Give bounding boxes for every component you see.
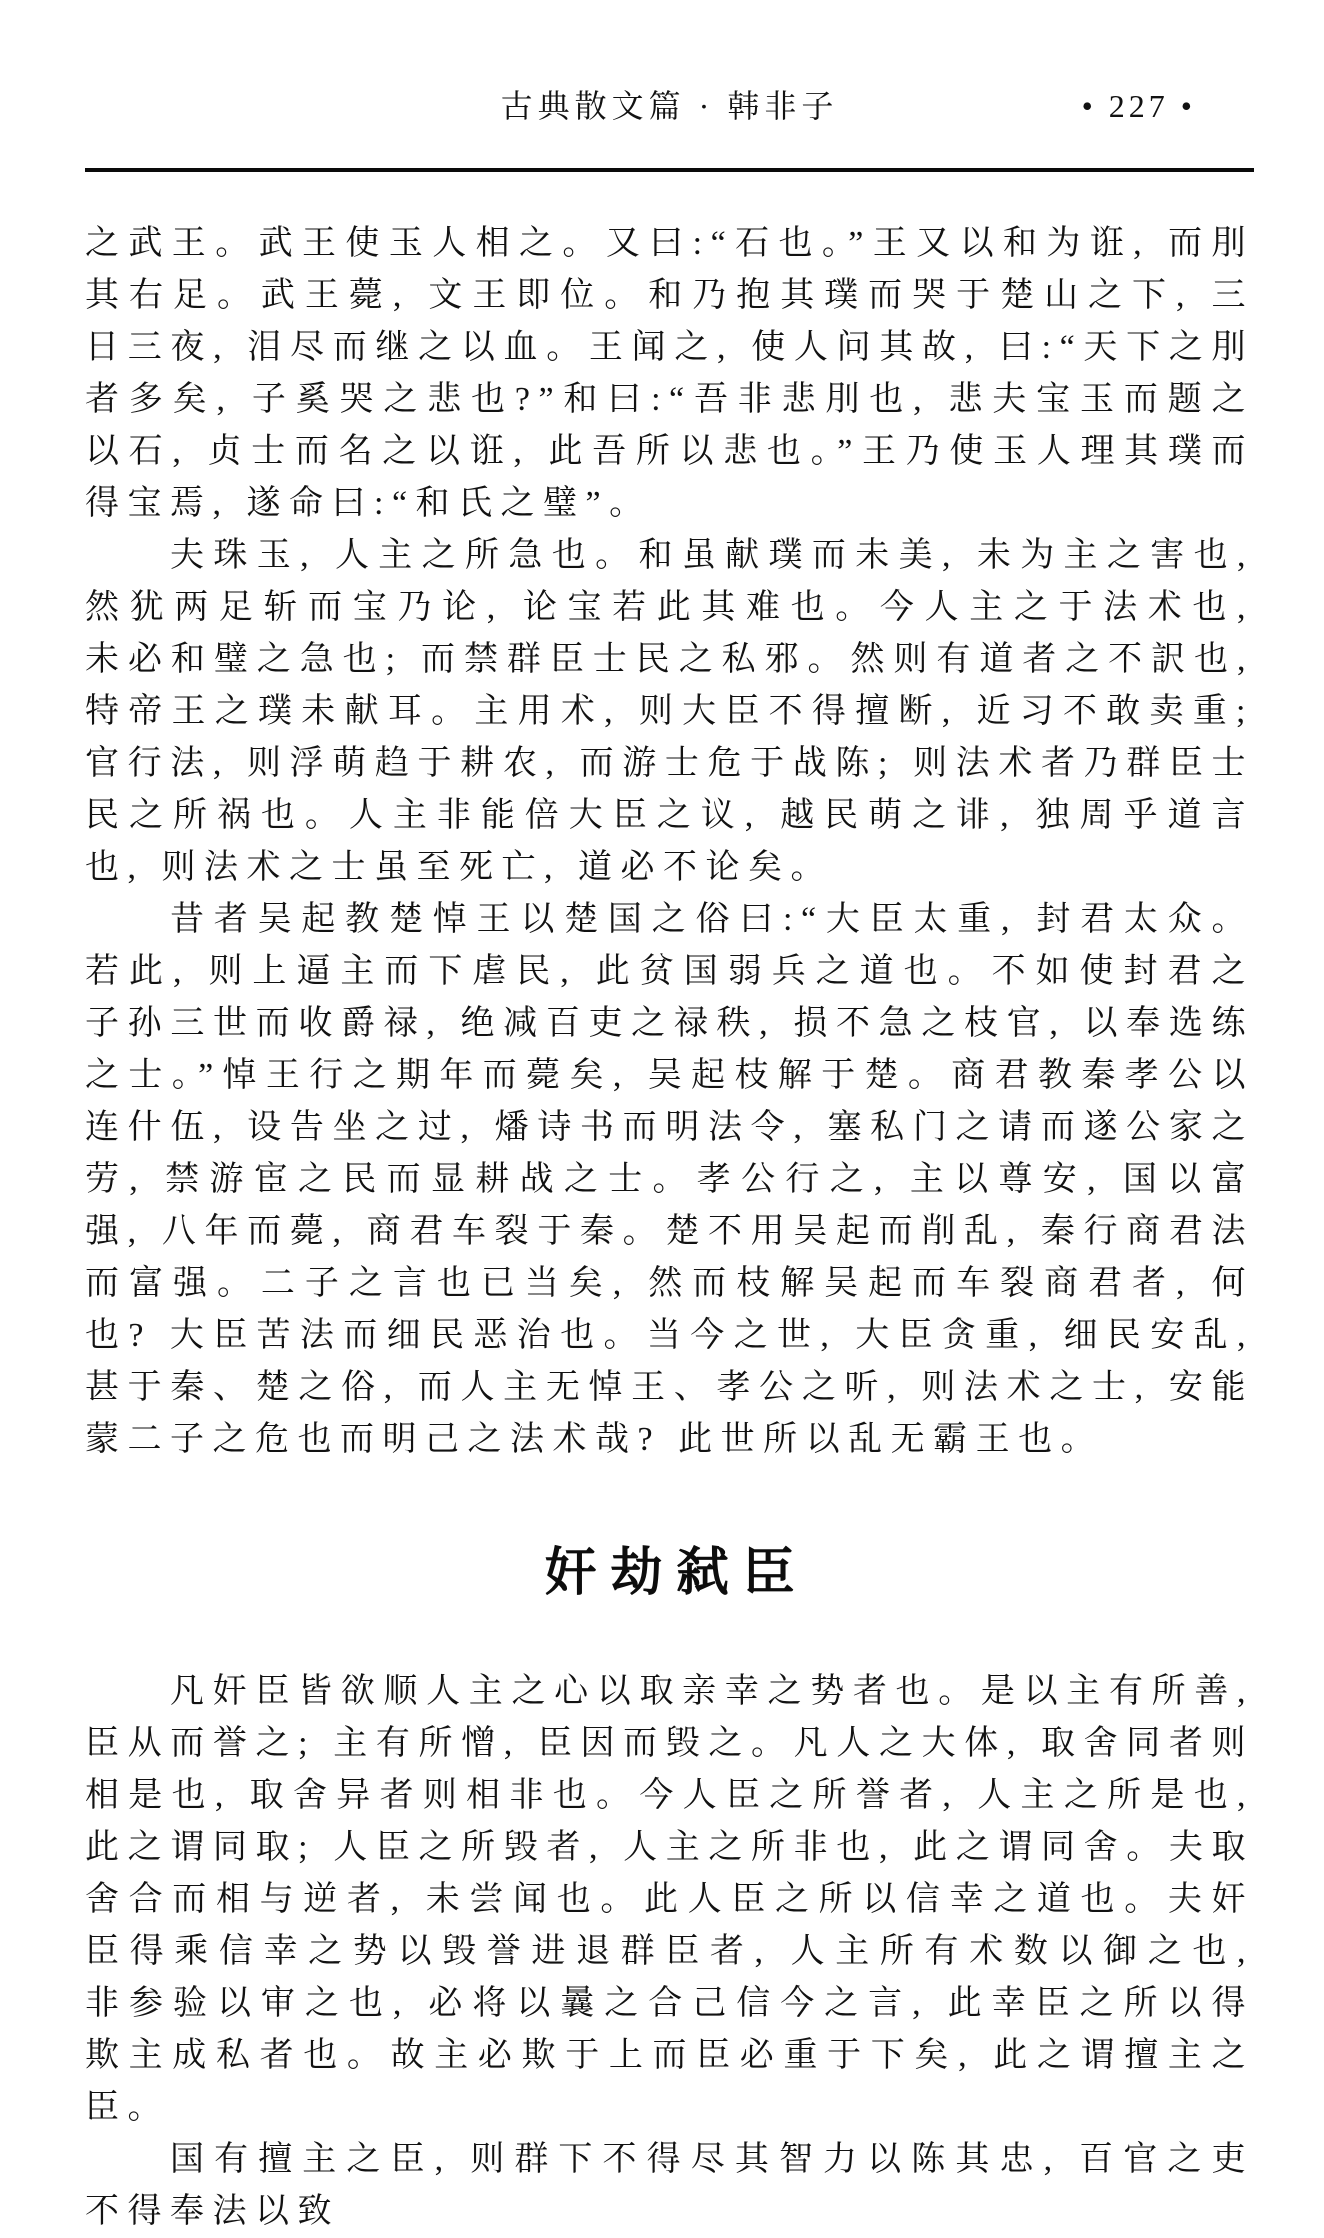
running-head: 古典散文篇 · 韩非子: [500, 88, 839, 124]
section-title: 奸劫弑臣: [544, 1543, 809, 1603]
paragraph: 昔者吴起教楚悼王以楚国之俗曰:“大臣太重, 封君太众。若此, 则上逼主而下虐民, 此贫国弱兵之道也。不如使封君之子孙三世而收爵禄, 绝减百吏之禄秩, 损不急之枝官, 以奉选练之士。”悼王行之期年而薨矣, 吴起枝解于楚。商君教秦孝公以连什伍, 设告坐之过, 燔诗书而明法令, 塞私门之请而遂公家之劳, 禁游宦之民而显耕战之士。孝公行之, 主以尊安, 国以富强, 八年而薨, 商君车裂于秦。楚不用吴起而削乱, 秦行商君法而富强。二子之言也已当矣, 然而枝解吴起而车裂商君者, 何也? 大臣苦法而细民恶治也。当今之世, 大臣贪重, 细民安乱, 甚于秦、楚之俗, 而人主无悼王、孝公之听, 则法术之士, 安能蒙二子之危也而明己之法术哉? 此世所以乱无霸王也。: [85, 901, 1254, 1458]
paragraph-continuation: 之武王。武王使玉人相之。又曰:“石也。”王又以和为诳, 而刖其右足。武王薨, 文王即位。和乃抱其璞而哭于楚山之下, 三日三夜, 泪尽而继之以血。王闻之, 使人问其故, 曰:“天下之刖者多矣, 子奚哭之悲也?”和曰:“吾非悲刖也, 悲夫宝玉而题之以石, 贞士而名之以诳, 此吾所以悲也。”王乃使玉人理其璞而得宝焉, 遂命曰:“和氏之璧”。: [85, 225, 1254, 522]
page-number: • 227 •: [1081, 88, 1196, 124]
paragraph: 凡奸臣皆欲顺人主之心以取亲幸之势者也。是以主有所善, 臣从而誉之; 主有所憎, 臣因而毁之。凡人之大体, 取舍同者则相是也, 取舍异者则相非也。今人臣之所誉者, 人主之所是也, 此之谓同取; 人臣之所毁者, 人主之所非也, 此之谓同舍。夫取舍合而相与逆者, 未尝闻也。此人臣之所以信幸之道也。夫奸臣得乘信幸之势以毁誉进退群臣者, 人主所有术数以御之也, 非参验以审之也, 必将以曩之合己信今之言, 此幸臣之所以得欺主成私者也。故主必欺于上而臣必重于下矣, 此之谓擅主之臣。: [85, 1673, 1254, 2126]
paragraph: 夫珠玉, 人主之所急也。和虽献璞而未美, 未为主之害也, 然犹两足斩而宝乃论, 论宝若此其难也。今人主之于法术也, 未必和璧之急也; 而禁群臣士民之私邪。然则有道者之不訳也, 特帝王之璞未献耳。主用术, 则大臣不得擅断, 近习不敢卖重; 官行法, 则浮萌趋于耕农, 而游士危于战陈; 则法术者乃群臣士民之所祸也。人主非能倍大臣之议, 越民萌之诽, 独周乎道言也, 则法术之士虽至死亡, 道必不论矣。: [85, 537, 1254, 886]
header-divider: [85, 168, 1254, 172]
article-body: [85, 218, 1254, 2238]
page-header: [85, 88, 1254, 124]
paragraph: 国有擅主之臣, 则群下不得尽其智力以陈其忠, 百官之吏不得奉法以致: [85, 2141, 1254, 2230]
